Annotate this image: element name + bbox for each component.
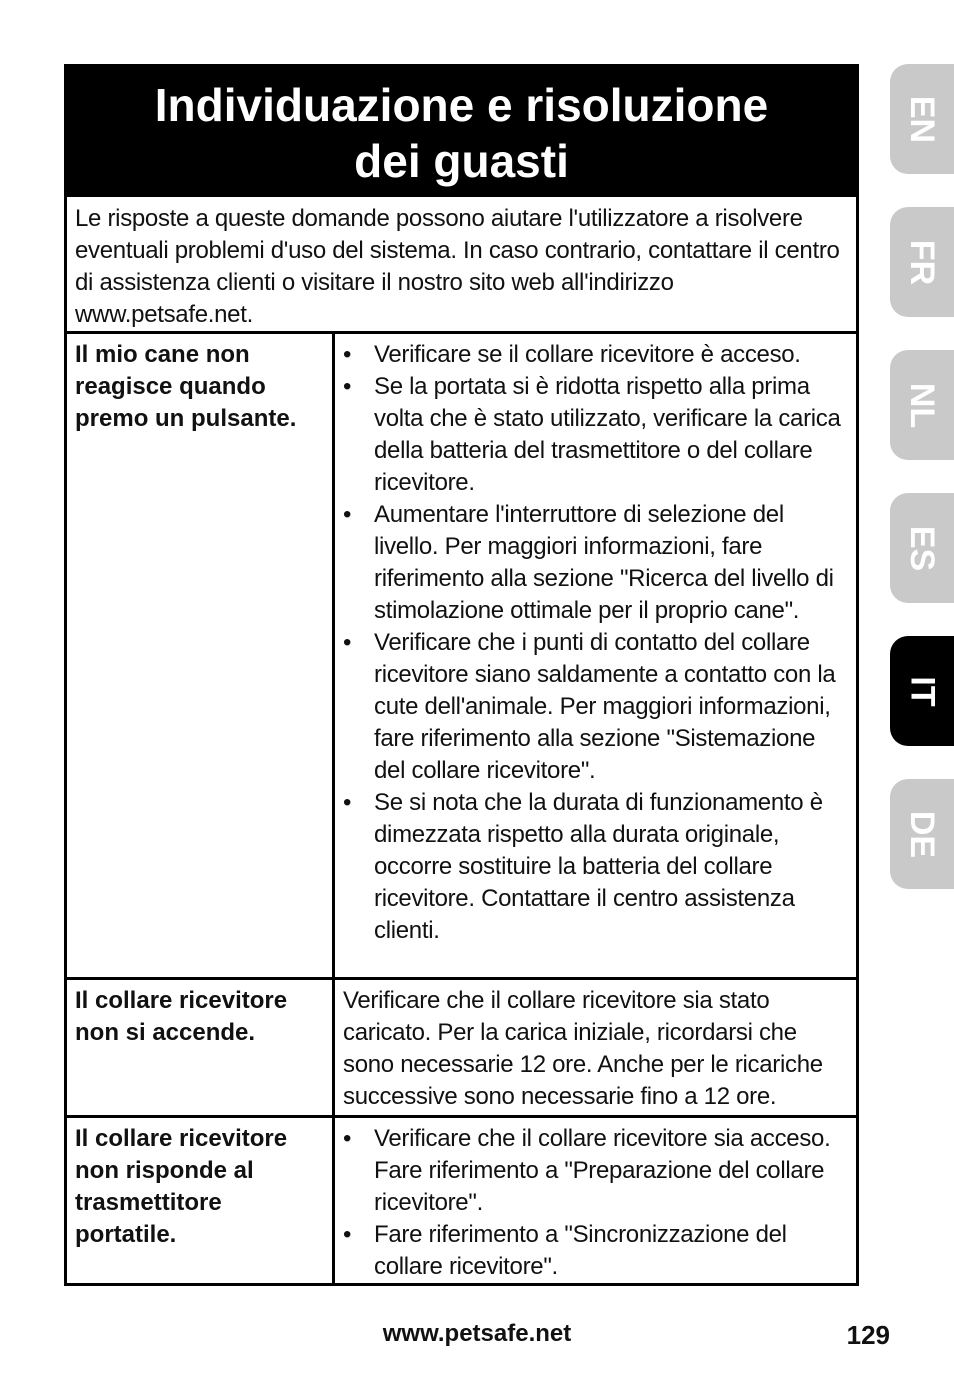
tab-de[interactable] [890, 779, 954, 889]
intro-paragraph: Le risposte a queste domande possono aiutare l'utilizzatore a risolvere eventuali problemi d'uso del sistema. In caso contrario, contattare il centro di assistenza clienti o visitare il nostro sito web all'indirizzo www.petsafe.net. [75, 205, 840, 328]
list-item [343, 1219, 851, 1283]
tab-label: NL [903, 382, 942, 428]
question-no-power: Il collare ricevitore non si accende. [75, 987, 288, 1046]
page-number: 129 [846, 1320, 890, 1350]
tab-label: ES [903, 525, 942, 571]
divider [67, 977, 856, 980]
list-item [343, 787, 851, 947]
troubleshooting-table [64, 64, 859, 1286]
page-title-line-1: Individuazione e risoluzione [154, 79, 769, 131]
bullet-icon: • [343, 1221, 352, 1248]
list-item [343, 499, 851, 627]
list-item [343, 627, 851, 787]
tab-label: EN [903, 95, 942, 143]
bullet-icon: • [343, 341, 352, 368]
tab-label: DE [903, 810, 942, 858]
bullet-icon: • [343, 789, 352, 816]
divider [67, 1115, 856, 1118]
footer-url: www.petsafe.net [382, 1320, 572, 1347]
bullet-icon: • [343, 373, 352, 400]
divider [67, 331, 856, 334]
list-item-text: Verificare se il collare ricevitore è acceso. [374, 341, 801, 368]
list-item-text: Se la portata si è ridotta rispetto alla prima volta che è stato utilizzato, verificare la carica della batteria del trasmettitore o del collare ricevitore. [374, 373, 841, 496]
bullet-icon: • [343, 629, 352, 656]
page-title-line-2: dei guasti [354, 135, 569, 187]
tab-en[interactable] [890, 64, 954, 174]
list-item [343, 339, 851, 371]
tab-es[interactable] [890, 493, 954, 603]
answer-no-transmitter-response [343, 1123, 851, 1283]
list-item-text: Aumentare l'interruttore di selezione del livello. Per maggiori informazioni, fare riferimento alla sezione "Ricerca del livello di stimolazione ottimale per il proprio cane". [374, 501, 834, 624]
bullet-icon: • [343, 1125, 352, 1152]
tab-it[interactable] [890, 636, 954, 746]
list-item-text: Fare riferimento a "Sincronizzazione del collare ricevitore". [374, 1221, 787, 1280]
list-item-text: Verificare che il collare ricevitore sia acceso. Fare riferimento a "Preparazione del collare ricevitore". [374, 1125, 831, 1216]
answer-no-response [343, 339, 851, 947]
tab-label: FR [903, 239, 942, 285]
list-item [343, 1123, 851, 1219]
page-title [67, 67, 856, 197]
list-item-text: Se si nota che la durata di funzionamento è dimezzata rispetto alla durata originale, occorre sostituire la batteria del collare ricevitore. Contattare il centro assistenza clienti. [374, 789, 823, 944]
question-no-response: Il mio cane non reagisce quando premo un pulsante. [75, 341, 297, 432]
tab-label: IT [903, 675, 942, 707]
list-item [343, 371, 851, 499]
list-item-text: Verificare che i punti di contatto del collare ricevitore siano saldamente a contatto con la cute dell'animale. Per maggiori informazioni, fare riferimento alla sezione "Sistemazione del collare ricevitore". [374, 629, 836, 784]
tab-nl[interactable] [890, 350, 954, 460]
answer-no-power: Verificare che il collare ricevitore sia stato caricato. Per la carica iniziale, ricordarsi che sono necessarie 12 ore. Anche per le ricariche successive sono necessarie fino a 12 ore. [343, 987, 823, 1110]
column-divider [332, 331, 335, 1283]
bullet-icon: • [343, 501, 352, 528]
question-no-transmitter-response: Il collare ricevitore non risponde al trasmettitore portatile. [75, 1125, 288, 1248]
tab-fr[interactable] [890, 207, 954, 317]
